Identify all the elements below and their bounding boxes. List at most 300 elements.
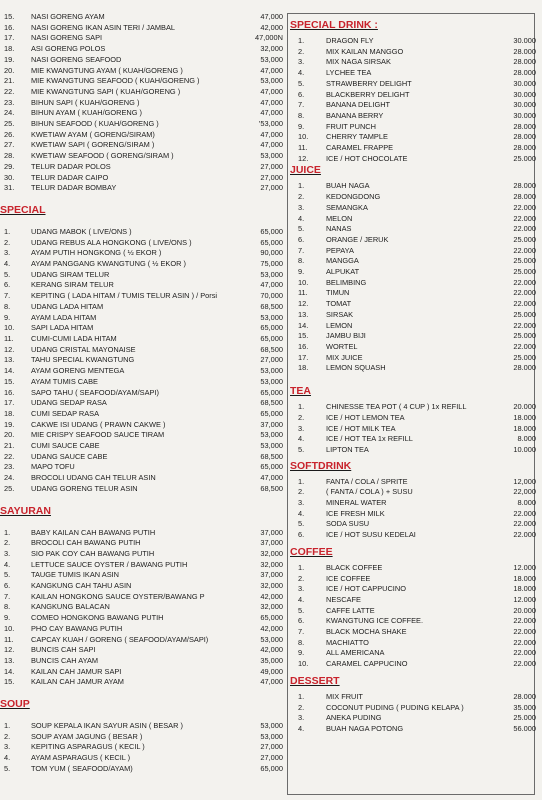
item-number: 1. [298,36,305,45]
menu-item [290,606,536,617]
item-price: 27,000 [260,161,283,171]
menu-item [290,321,536,332]
menu-item [290,331,536,342]
item-name: ( FANTA / COLA ) + SUSU [326,487,413,497]
item-price: 65,000 [260,237,283,247]
item-number: 15. [4,376,15,386]
item-price: 18.000 [513,423,536,433]
item-price: 27,000 [260,183,283,193]
section-dessert [290,675,536,735]
item-name: BLACKBERRY DELIGHT [326,89,410,99]
menu-item [0,23,283,34]
menu-item [0,259,283,270]
item-number: 4. [298,594,305,604]
item-price: 28.000 [513,181,536,191]
menu-item [290,703,536,714]
item-number: 9. [298,267,305,277]
item-name: KEPITING ASPARAGUS ( KECIL ) [31,742,145,752]
item-number: 4. [4,559,11,569]
item-price: 37,000 [260,538,283,548]
menu-item [290,584,536,595]
item-name: KANGKUNG CAH TAHU ASIN [31,581,132,591]
item-number: 9. [4,613,11,623]
item-number: 9. [298,121,305,131]
menu-item [290,132,536,143]
item-name: TAUGE TUMIS IKAN ASIN [31,570,120,580]
menu-item [290,574,536,585]
menu-item [290,122,536,133]
item-number: 13. [298,309,309,319]
item-name: BUNCIS CAH SAPI [31,645,96,655]
item-name: PHO CAY BAWANG PUTIH [31,623,123,633]
item-name: MIE KWANGTUNG AYAM ( KUAH/GORENG ) [31,65,183,75]
item-name: TOMAT [326,299,352,309]
item-number: 9. [298,648,305,658]
menu-item [0,764,283,775]
item-price: 42,000 [260,645,283,655]
item-number: 1. [4,721,11,731]
item-name: AYAM ASPARAGUS ( KECIL ) [31,753,131,763]
item-number: 7. [298,100,305,110]
item-name: CUMI SEDAP RASA [31,408,100,418]
item-number: 1. [298,181,305,191]
menu-item [290,402,536,413]
item-number: 2. [298,412,305,422]
item-name: LIPTON TEA [326,444,369,454]
item-name: LEMON [326,320,353,330]
section-title: SOFTDRINK [290,459,352,472]
menu-item [0,334,283,345]
section-title: TEA [290,385,311,398]
item-price: 47,000 [260,473,283,483]
item-price: 22.000 [513,508,536,518]
item-number: 4. [298,723,305,733]
item-name: KERANG SIRAM TELUR [31,280,114,290]
menu-item [290,616,536,627]
menu-item [0,398,283,409]
item-number: 27. [4,140,15,150]
menu-item [290,36,536,47]
item-price: 68,500 [260,344,283,354]
menu-item [290,724,536,735]
item-number: 4. [4,259,11,269]
item-name: ICE / HOT CAPPUCINO [326,584,406,594]
item-name: PEPAYA [326,245,354,255]
item-number: 24. [4,108,15,118]
item-name: BELIMBING [326,277,367,287]
item-price: 65,000 [260,323,283,333]
menu-item [0,119,283,130]
item-price: 53,000 [260,269,283,279]
item-price: 22.000 [513,659,536,669]
menu-item [0,280,283,291]
item-price: 53,000 [260,312,283,322]
item-name: SOUP KEPALA IKAN SAYUR ASIN ( BESAR ) [31,721,183,731]
item-name: KWETIAW SEAFOOD ( GORENG/SIRAM ) [31,151,174,161]
item-price: 22.000 [513,648,536,658]
section-main-course [0,12,283,194]
item-number: 2. [4,538,11,548]
item-price: 32,000 [260,548,283,558]
item-price: 22.000 [513,202,536,212]
menu-item [290,90,536,101]
item-name: NESCAFE [326,594,361,604]
item-number: 5. [298,444,305,454]
item-price: 37,000 [260,527,283,537]
item-name: BIHUN SAPI ( KUAH/GORENG ) [31,97,140,107]
menu-item [0,581,283,592]
item-price: 53,000 [260,731,283,741]
item-name: BLACK MOCHA SHAKE [326,627,407,637]
item-price: 30.000 [513,110,536,120]
item-number: 4. [298,68,305,78]
item-price: 22.000 [513,213,536,223]
item-name: ICE / HOT TEA 1x REFILL [326,434,413,444]
item-price: 53,000 [260,54,283,64]
section-special [0,204,283,495]
item-number: 1. [298,476,305,486]
item-price: 53,000 [260,721,283,731]
menu-item [290,224,536,235]
item-number: 4. [298,434,305,444]
item-price: 25.000 [513,713,536,723]
item-number: 2. [298,573,305,583]
item-number: 6. [298,616,305,626]
item-price: 65,000 [260,763,283,773]
menu-item [290,235,536,246]
item-number: 7. [298,245,305,255]
section-softdrink [290,460,536,541]
menu-item [0,602,283,613]
item-number: 25. [4,483,15,493]
item-number: 12. [4,645,15,655]
item-price: 32,000 [260,602,283,612]
item-number: 16. [298,341,309,351]
item-name: TELUR DADAR CAIPO [31,172,109,182]
section-title: DESSERT [290,674,340,687]
item-number: 1. [298,562,305,572]
menu-item [0,55,283,66]
item-name: AYAM LADA HITAM [31,312,97,322]
item-name: BANANA BERRY [326,110,384,120]
item-price: 22.000 [513,299,536,309]
item-number: 5. [298,78,305,88]
item-price: 27,000 [260,172,283,182]
menu-item [290,487,536,498]
item-name: TOM YUM ( SEAFOOD/AYAM) [31,763,133,773]
item-name: CAFFE LATTE [326,605,375,615]
item-number: 29. [4,161,15,171]
menu-item [0,33,283,44]
menu-item [0,560,283,571]
item-name: MIX KAILAN MANGGO [326,46,404,56]
item-number: 21. [4,441,15,451]
item-number: 18. [4,408,15,418]
menu-item [290,68,536,79]
menu-item [290,143,536,154]
menu-item [0,570,283,581]
menu-item [290,530,536,541]
item-price: 22.000 [513,530,536,540]
menu-item [290,363,536,374]
item-name: UDANG SAUCE CABE [31,451,108,461]
section-coffee [290,546,536,670]
menu-item [0,592,283,603]
item-name: ALPUKAT [326,267,360,277]
item-number: 6. [4,581,11,591]
item-number: 11. [298,143,308,153]
item-number: 8. [4,301,11,311]
item-name: BABY KAILAN CAH BAWANG PUTIH [31,527,156,537]
item-name: BIHUN SEAFOOD ( KUAH/GORENG ) [31,119,159,129]
menu-item [0,355,283,366]
item-number: 20. [4,430,15,440]
item-name: CHINESSE TEA POT ( 4 CUP ) 1x REFILL [326,402,467,412]
menu-item [0,753,283,764]
item-price: 25.000 [513,234,536,244]
item-number: 2. [298,702,305,712]
menu-item [290,79,536,90]
item-name: ICE COFFEE [326,573,371,583]
item-number: 2. [4,731,11,741]
section-title: JUICE [290,164,321,177]
item-price: 37,000 [260,570,283,580]
menu-item [0,635,283,646]
item-price: 22.000 [513,627,536,637]
menu-item [290,434,536,445]
item-number: 7. [4,291,11,301]
item-number: 19. [4,54,15,64]
item-price: 47,000 [260,280,283,290]
item-number: 11. [298,288,308,298]
item-number: 3. [298,202,305,212]
item-name: CAPCAY KUAH / GORENG ( SEAFOOD/AYAM/SAPI) [31,634,209,644]
item-name: MIE KWANGTUNG SEAFOOD ( KUAH/GORENG ) [31,76,200,86]
item-price: 28.000 [513,143,536,153]
item-price: 28.000 [513,121,536,131]
menu-item [0,677,283,688]
item-number: 17. [4,398,15,408]
item-name: UDANG SEDAP RASA [31,398,107,408]
item-number: 2. [298,487,305,497]
menu-item [0,108,283,119]
item-number: 3. [4,548,11,558]
menu-item [0,624,283,635]
item-price: 42,000 [260,22,283,32]
section-tea [290,385,536,456]
menu-item [0,409,283,420]
item-price: 53,000 [260,151,283,161]
section-special-drink [290,19,536,164]
item-price: 28.000 [513,363,536,373]
item-number: 14. [298,320,309,330]
item-name: LYCHEE TEA [326,68,372,78]
item-number: 12. [298,299,309,309]
menu-item [0,656,283,667]
item-name: AYAM PANGGANG KWANGTUNG ( ½ EKOR ) [31,259,186,269]
item-price: 32,000 [260,559,283,569]
item-name: NASI GORENG SAPI [31,33,103,43]
item-price: 28.000 [513,691,536,701]
item-name: WORTEL [326,341,358,351]
section-title: SPECIAL DRINK : [290,19,378,31]
item-number: 1. [298,402,305,412]
item-name: SODA SUSU [326,519,370,529]
item-price: 47,000 [260,108,283,118]
menu-item [290,310,536,321]
item-price: 65,000 [260,408,283,418]
menu-item [290,246,536,257]
item-name: ICE / HOT LEMON TEA [326,412,405,422]
item-name: KEDONGDONG [326,192,381,202]
item-name: UDANG LADA HITAM [31,301,104,311]
item-price: 20.000 [513,605,536,615]
menu-item [0,248,283,259]
item-number: 19. [4,419,15,429]
item-price: 68,500 [260,301,283,311]
item-price: 32,000 [260,581,283,591]
item-price: 65,000 [260,226,283,236]
item-number: 4. [4,753,11,763]
item-price: 65,000 [260,462,283,472]
item-name: MIX FRUIT [326,691,363,701]
item-price: 22.000 [513,341,536,351]
item-price: 25.000 [513,309,536,319]
menu-item [0,183,283,194]
item-name: COMEO HONGKONG BAWANG PUTIH [31,613,164,623]
item-price: 53,000 [260,366,283,376]
item-number: 11. [4,634,14,644]
item-name: LETTUCE SAUCE OYSTER / BAWANG PUTIH [31,559,188,569]
item-number: 31. [4,183,15,193]
item-number: 7. [298,627,305,637]
item-number: 8. [298,637,305,647]
item-name: KWANGTUNG ICE COFFEE. [326,616,424,626]
item-name: CARAMEL CAPPUCINO [326,659,408,669]
item-price: 25.000 [513,153,536,163]
menu-item [290,713,536,724]
menu-item [0,302,283,313]
item-name: KAILAN HONGKONG SAUCE OYSTER/BAWANG P [31,591,205,601]
menu-item [0,12,283,23]
item-number: 5. [4,763,11,773]
menu-item [0,173,283,184]
menu-item [0,140,283,151]
item-number: 21. [4,76,15,86]
item-price: 68,500 [260,483,283,493]
item-number: 16. [4,22,15,32]
item-number: 4. [298,508,305,518]
item-number: 18. [4,44,15,54]
item-price: 25.000 [513,267,536,277]
item-number: 10. [298,659,309,669]
item-number: 10. [4,323,15,333]
section-title: SPECIAL [0,203,46,216]
menu-item [290,111,536,122]
item-name: MACHIATTO [326,637,369,647]
item-name: ICE / HOT MILK TEA [326,423,396,433]
menu-item [0,345,283,356]
item-name: CHERRY TAMPLE [326,132,388,142]
item-price: 30.000 [513,78,536,88]
menu-item [0,227,283,238]
item-price: 18.000 [513,584,536,594]
item-name: BROCOLI CAH BAWANG PUTIH [31,538,141,548]
item-number: 17. [298,352,309,362]
item-number: 5. [4,570,11,580]
item-name: NASI GORENG IKAN ASIN TERI / JAMBAL [31,22,176,32]
menu-item [0,645,283,656]
menu-item [0,66,283,77]
menu-item [290,424,536,435]
item-name: BUNCIS CAH AYAM [31,655,99,665]
menu-item [0,452,283,463]
item-price: 25.000 [513,352,536,362]
item-price: 28.000 [513,46,536,56]
item-number: 13. [4,655,15,665]
menu-item [0,721,283,732]
item-price: 47,000 [260,677,283,687]
item-number: 20. [4,65,15,75]
menu-item [0,130,283,141]
menu-item [0,270,283,281]
menu-item [0,430,283,441]
item-number: 12. [298,153,309,163]
item-number: 15. [4,677,15,687]
menu-item [290,214,536,225]
item-price: 65,000 [260,333,283,343]
item-price: 22.000 [513,616,536,626]
item-number: 3. [4,248,11,258]
menu-item [290,100,536,111]
item-price: 47,000 [260,140,283,150]
item-name: SOUP AYAM JAGUNG ( BESAR ) [31,731,143,741]
item-number: 23. [4,97,15,107]
item-name: BANANA DELIGHT [326,100,391,110]
item-name: ALL AMERICANA [326,648,385,658]
menu-item [290,638,536,649]
item-price: 68,500 [260,451,283,461]
item-number: 22. [4,451,15,461]
menu-item [0,87,283,98]
item-price: 37,000 [260,419,283,429]
item-price: 49,000 [260,666,283,676]
item-number: 13. [4,355,15,365]
item-number: 3. [298,423,305,433]
menu-item [290,563,536,574]
item-price: '53,000 [258,119,283,129]
item-number: 6. [298,89,305,99]
menu-item [290,342,536,353]
item-number: 22. [4,86,15,96]
item-number: 1. [4,527,11,537]
item-number: 12. [4,344,15,354]
item-name: BUAH NAGA [326,181,370,191]
item-name: TIMUN [326,288,350,298]
item-number: 3. [298,713,305,723]
item-name: FANTA / COLA / SPRITE [326,476,408,486]
item-name: NANAS [326,224,352,234]
item-price: 75,000 [260,259,283,269]
item-price: 22.000 [513,224,536,234]
item-price: 53,000 [260,441,283,451]
menu-item [290,445,536,456]
item-price: 42,000 [260,623,283,633]
item-name: MANGGA [326,256,359,266]
item-number: 23. [4,462,15,472]
item-number: 17. [4,33,15,43]
item-number: 9. [4,312,11,322]
